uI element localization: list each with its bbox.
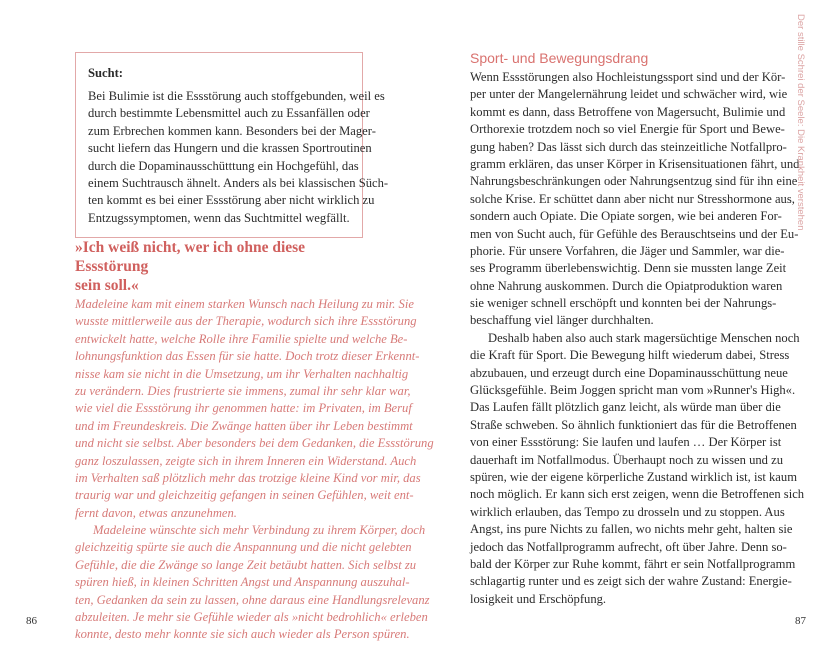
page-number-right: 87	[795, 615, 806, 627]
text-line: wusste mittlerweile aus der Therapie, wodurch sich ihre Essstörung	[75, 314, 417, 329]
case-study-heading	[75, 238, 365, 295]
case-study-section	[75, 238, 434, 644]
text-line: Entzugssymptomen, wenn das Suchtmittel wegfällt.	[88, 210, 350, 225]
text-line: einem Suchtrausch ähnelt. Anders als bei klassischen Süch-	[88, 175, 389, 190]
text-line: und im Freundeskreis. Die Zwänge hatten über ihr Leben bestimmt	[75, 418, 413, 433]
text-line: gramm erklären, das unser Körper in Krisensituationen fährt, und	[470, 156, 800, 171]
text-line: traurig war und gleichzeitig gefangen in seinen Gefühlen, weit ent-	[75, 488, 414, 503]
text-line: phorie. Für unsere Vorfahren, die Jäger und Sammler, war die-	[470, 243, 785, 258]
text-line: kommt es dann, dass Betroffene von Magersucht, Bulimie und	[470, 104, 786, 119]
text-line: jedoch das Notfallprogramm aufrecht, oft über Jahre. Denn so-	[470, 539, 787, 554]
text-line: nisse kam sie nicht in die Umsetzung, um ihr Verhalten nachhaltig	[75, 366, 409, 381]
text-line: per unter der Mangelernährung leidet und schwächer wird, wie	[470, 87, 788, 102]
text-line: lohnungsfunktion das Essen für sie hatte. Doch trotz dieser Erkennt-	[75, 349, 420, 364]
running-head: Der stille Schrei der Seele: Die Krankheit verstehen	[795, 14, 806, 231]
text-line: men von Sucht auch, für Gefühle des Berauschtseins und der Eu-	[470, 226, 799, 241]
text-line: im Verhalten saß plötzlich mehr das trotzige kleine Kind vor mir, das	[75, 470, 421, 485]
text-line: Angst, ins pure Nichts zu fallen, wo nichts mehr geht, halten sie	[470, 522, 793, 537]
text-line: wie viel die Essstörung ihr genommen hatte: im Privaten, im Beruf	[75, 401, 412, 416]
text-line: Nahrungsbeschränkungen oder Nahrungsentzug sind für ihn eine	[470, 174, 798, 189]
text-line: Das Laufen fällt plötzlich ganz leicht, als würde man über die	[470, 400, 781, 415]
text-line: Orthorexie trotzdem noch so viel Energie für Sport und Bewe-	[470, 122, 785, 137]
text-line: gung haben? Das lässt sich durch das steinzeitliche Notfallpro-	[470, 139, 787, 154]
text-line: ses Programm überlebenswichtig. Denn sie mussten lange Zeit	[470, 261, 787, 276]
text-line: sucht liefern das Hungern und die krassen Sportroutinen	[88, 141, 372, 156]
text-line: zu verändern. Dies frustrierte sie immens, zumal ihr sehr klar war,	[75, 383, 411, 398]
text-line: entwickelt hatte, welche Rolle ihre Familie spielte und welche Be-	[75, 331, 408, 346]
text-line: wirklich erlauben, das Tempo zu drosseln und zu stoppen. Aus	[470, 504, 785, 519]
text-line: bald der Körper zur Ruhe kommt, fährt er sein Notfallprogramm	[470, 556, 796, 571]
heading-line: »Ich weiß nicht, wer ich ohne diese Essstörung	[75, 239, 306, 275]
text-line: durch die Dopaminausschütttung ein Hochgefühl, das	[88, 158, 359, 173]
text-line: und nicht sie selbst. Aber besonders bei dem Gedanken, die Essstörung	[75, 436, 434, 451]
text-line: Gefühle, die die Zwänge so lange Zeit betäubt hatten. Sich selbst zu	[75, 557, 417, 572]
text-line: Madeleine kam mit einem starken Wunsch nach Heilung zu mir. Sie	[75, 297, 414, 311]
text-line: sondern auch Opiate. Die Opiate sorgen, wie bei anderen For-	[470, 209, 782, 224]
text-line: abzuleiten. Je mehr sie Gefühle wieder als »nicht bedrohlich« erleben	[75, 610, 428, 625]
text-line: solche Krise. Er schüttet dann aber nicht nur Stresshormone aus,	[470, 191, 795, 206]
text-line: noch möglich. Er kann sich erst zeigen, wenn die Betroffenen sich	[470, 487, 805, 502]
text-line: abzubauen, und erzeugt durch eine Dopaminausschüttung neue	[470, 365, 788, 380]
text-line: schlagartig runter und es zeigt sich der wahre Zustand: Energie-	[470, 574, 792, 589]
heading-line: sein soll.«	[75, 277, 139, 294]
text-line: ganz loszulassen, zeigte sich in ihrem Inneren ein Widerstand. Auch	[75, 453, 417, 468]
text-line: spüren, wie der eigene körperliche Zustand wirklich ist, ist kaum	[470, 469, 797, 484]
body-paragraph-2	[470, 330, 805, 608]
section-title: Sport- und Bewegungsdrang	[470, 50, 649, 66]
box-text	[88, 88, 389, 227]
box-title: Sucht:	[88, 66, 123, 80]
text-line: Wenn Essstörungen also Hochleistungssport sind und der Kör-	[470, 70, 786, 84]
text-line: beschaffung viel länger durchhalten.	[470, 313, 654, 328]
text-line: die Kraft für Sport. Die Bewegung hilft wiederum dabei, Stress	[470, 348, 790, 363]
case-paragraph-1	[75, 296, 434, 522]
text-line: ten kommt es bei einer Essstörung aber nicht wirklich zu	[88, 193, 375, 208]
page-number-left: 86	[26, 615, 37, 627]
sucht-info-box	[75, 52, 389, 238]
text-line: ohne Nahrung auskommen. Durch die Opiatproduktion waren	[470, 278, 783, 293]
text-line: Deshalb haben also auch stark magersüchtige Menschen noch	[488, 330, 800, 345]
text-line: von einer Essstörung: Sie laufen und laufen … Der Körper ist	[470, 435, 782, 450]
text-line: Bei Bulimie ist die Essstörung auch stoffgebunden, weil es	[88, 89, 385, 103]
text-line: zum Erbrechen kommen kann. Besonders bei der Mager-	[88, 123, 376, 138]
text-line: durch bestimmte Lebensmittel auch zu Essanfällen oder	[88, 106, 370, 121]
case-paragraph-2	[75, 522, 430, 644]
text-line: dauerhaft im Notfallmodus. Überhaupt noch zu wissen und zu	[470, 452, 784, 467]
text-line: losigkeit und Erschöpfung.	[470, 591, 607, 606]
text-line: fernt davon, etwas anzunehmen.	[75, 505, 237, 520]
text-line: sie weniger schnell erschöpft und konnten bei der Nahrungs-	[470, 296, 777, 311]
body-paragraph-1	[470, 69, 800, 330]
text-line: ten, Gedanken da sein zu lassen, ohne daraus eine Handlungsrelevanz	[75, 592, 430, 607]
text-line: konnte, desto mehr konnte sie sich auch wieder als Person spüren.	[75, 627, 410, 642]
text-line: gleichzeitig spürte sie auch die Anspannung und die nicht gelebten	[75, 540, 412, 555]
text-line: spüren hieß, in kleinen Schritten Angst und Anspannung auszuhal-	[75, 575, 410, 590]
text-line: Straße schweben. So ähnlich funktioniert das für die Betroffenen	[470, 417, 797, 432]
text-line: Madeleine wünschte sich mehr Verbindung zu ihrem Körper, doch	[93, 523, 426, 538]
text-line: Glücksgefühle. Beim Joggen spricht man vom »Runner's High«.	[470, 383, 796, 398]
